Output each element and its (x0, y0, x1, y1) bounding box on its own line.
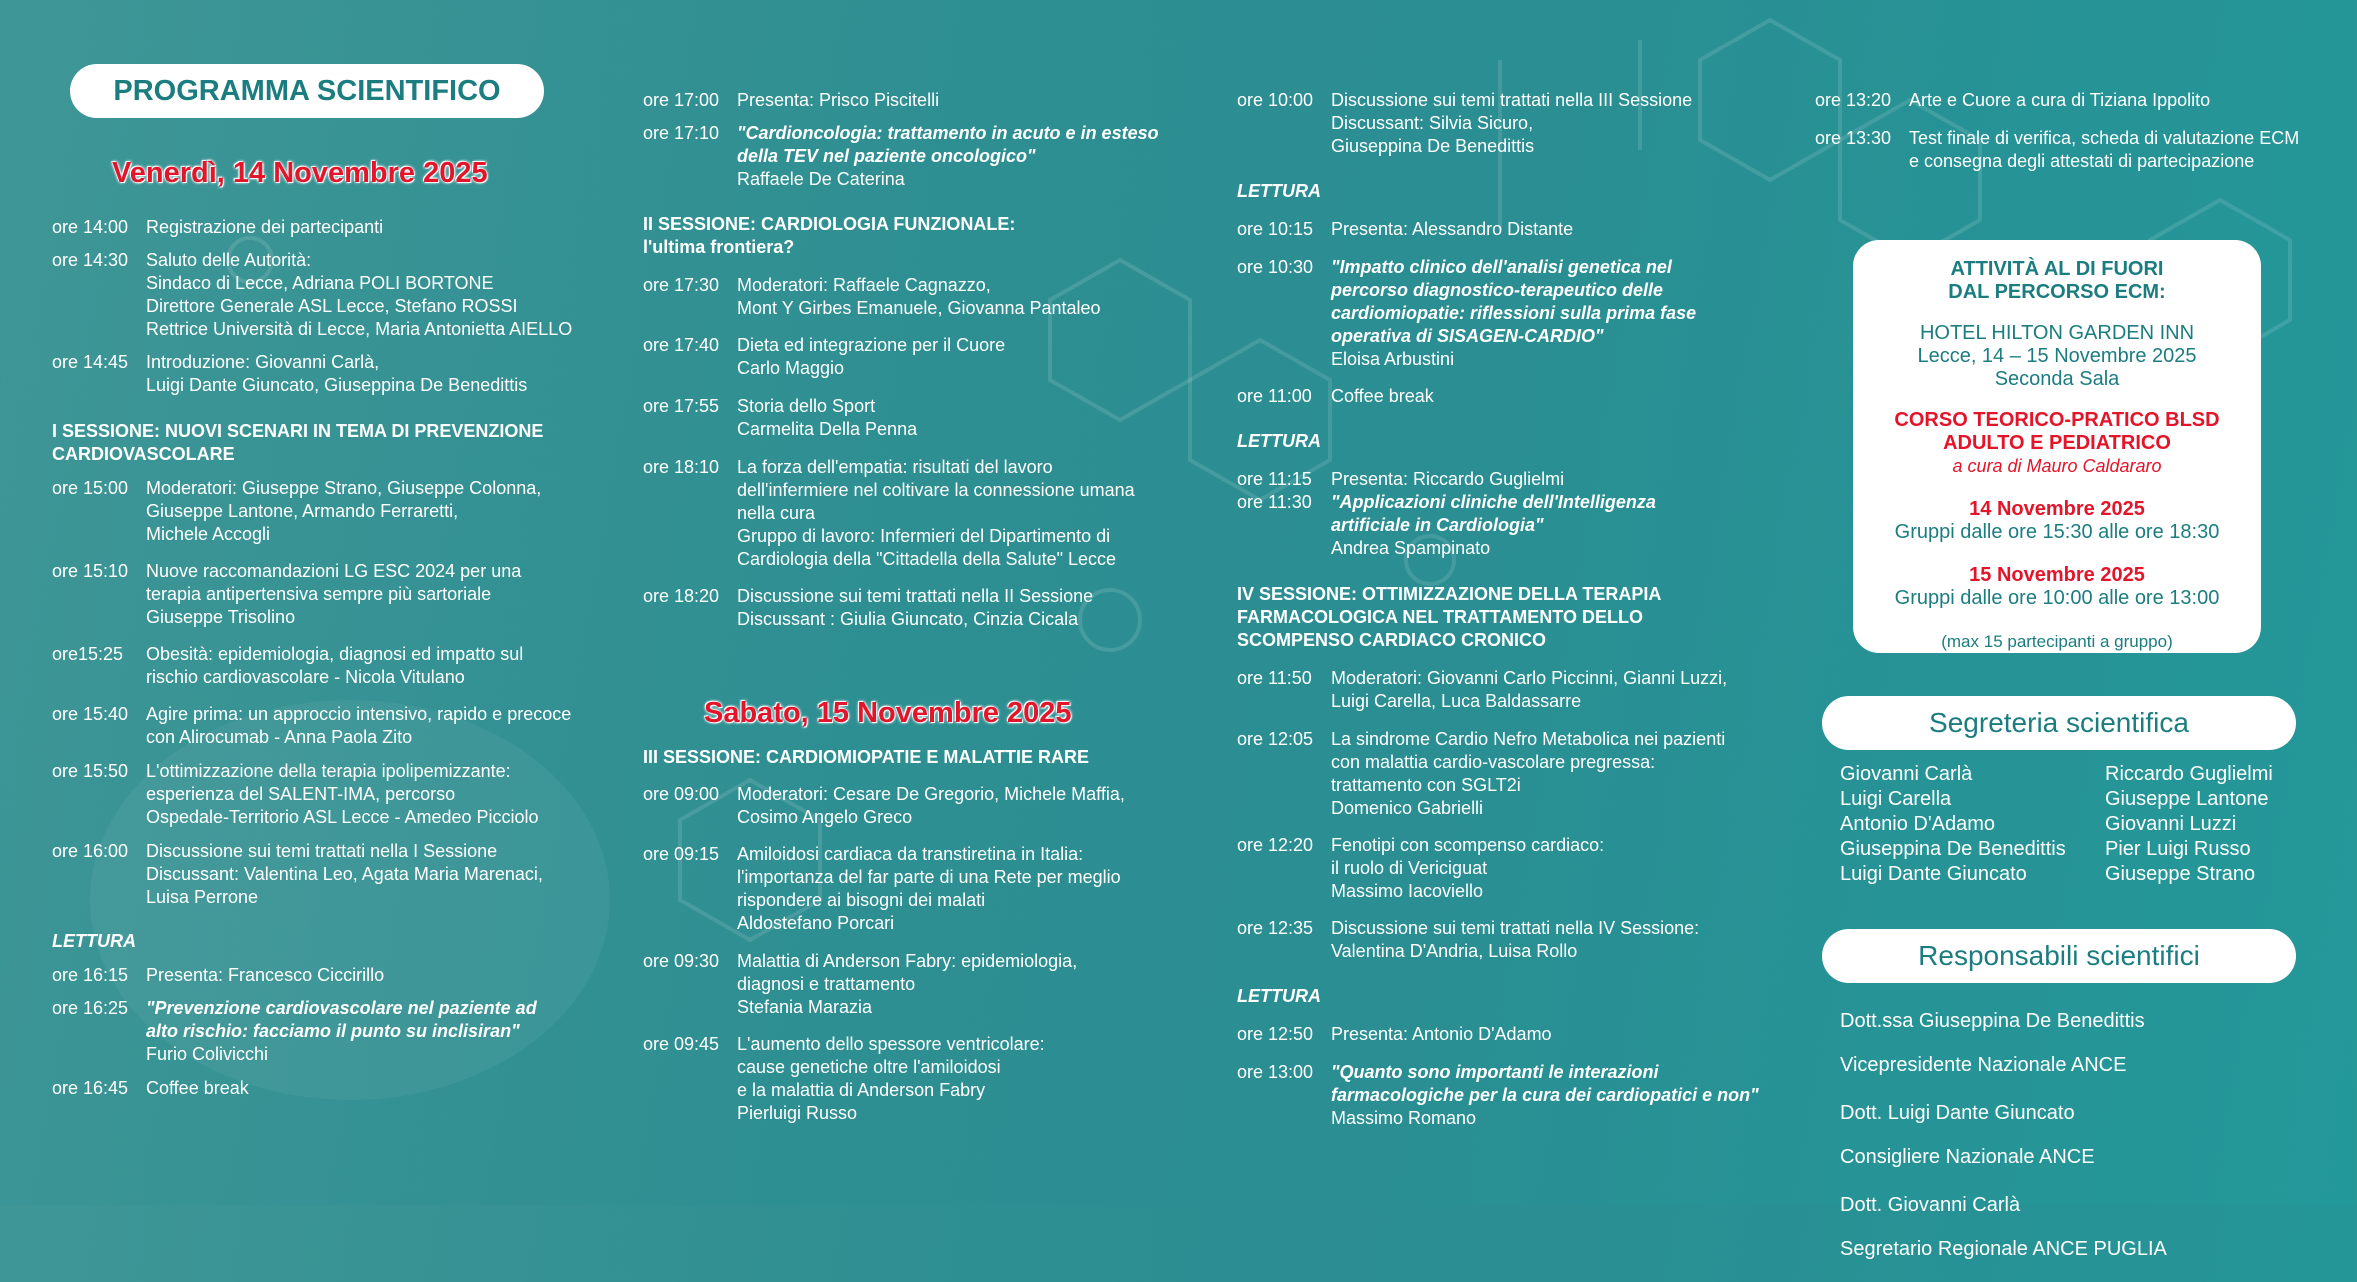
box-course-1: CORSO TEORICO-PRATICO BLSD (1894, 409, 2220, 431)
agenda-time: ore 11:50 (1237, 668, 1312, 688)
agenda-item (643, 843, 1203, 935)
agenda-item (52, 760, 592, 829)
agenda-text: Presenta: Prisco Piscitelli (737, 90, 940, 110)
agenda-time: ore 10:15 (1237, 219, 1314, 239)
day2-heading: Sabato, 15 Novembre 2025 (704, 697, 1072, 729)
agenda-text: L'aumento dello spessore ventricolare: cause genetiche oltre l'amiloidosi e la malattia di Anderson Fabry Pierluigi Russo (737, 1034, 1045, 1123)
agenda-time: ore 17:10 (643, 123, 720, 143)
responsabile-role: Vicepresidente Nazionale ANCE (1840, 1054, 2127, 1076)
box-course-2: ADULTO E PEDIATRICO (1943, 432, 2171, 454)
box-room: Seconda Sala (1994, 368, 2120, 390)
agenda-item (52, 477, 592, 546)
agenda-text: Amiloidosi cardiaca da transtiretina in Italia: l'importanza del far parte di una Rete per meglio rispondere ai bisogni dei malati Aldostefano Porcari (737, 844, 1121, 933)
box-date-2: 15 Novembre 2025 (1969, 564, 2145, 586)
agenda-time: ore 14:30 (52, 250, 129, 270)
agenda-item (52, 840, 592, 909)
lecture-speaker: Furio Colivicchi (146, 1044, 269, 1064)
agenda-item (643, 89, 1203, 112)
segreteria-title-pill (1822, 696, 2296, 750)
session-heading: II SESSIONE: CARDIOLOGIA FUNZIONALE: l'ultima frontiera? (643, 214, 1016, 257)
agenda-time: ore 16:45 (52, 1078, 129, 1098)
agenda-text: Registrazione dei partecipanti (146, 217, 384, 237)
agenda-time: ore 13:20 (1815, 90, 1892, 110)
box-hotel: HOTEL HILTON GARDEN INN (1919, 322, 2195, 344)
agenda-time: ore 12:50 (1237, 1024, 1314, 1044)
agenda-item (643, 395, 1203, 441)
lettura-label: LETTURA (1237, 431, 1321, 451)
agenda-item (52, 216, 592, 239)
session-heading: I SESSIONE: NUOVI SCENARI IN TEMA DI PREVENZIONE CARDIOVASCOLARE (52, 421, 544, 464)
agenda-time: ore 11:15 (1237, 469, 1312, 489)
agenda-text: Discussione sui temi trattati nella II Sessione Discussant : Giulia Giuncato, Cinzia Cicala (737, 586, 1094, 629)
agenda-text: Presenta: Antonio D'Adamo (1331, 1024, 1552, 1044)
agenda-item (52, 1077, 592, 1100)
box-groups-2: Gruppi dalle ore 10:00 alle ore 13:00 (1894, 587, 2220, 609)
agenda-item (1237, 468, 1797, 491)
responsabile-role: Segretario Regionale ANCE PUGLIA (1840, 1238, 2167, 1260)
segreteria-names-right: Riccardo Guglielmi Giuseppe Lantone Giovanni Luzzi Pier Luigi Russo Giuseppe Strano (2105, 763, 2273, 885)
agenda-item (1237, 491, 1797, 560)
ecm-activity-box (1853, 240, 2261, 653)
agenda-time: ore 16:15 (52, 965, 129, 985)
agenda-item (52, 560, 592, 629)
agenda-item (1237, 218, 1797, 241)
agenda-time: ore 12:20 (1237, 835, 1314, 855)
agenda-text: Moderatori: Cesare De Gregorio, Michele Maffia, Cosimo Angelo Greco (737, 784, 1125, 827)
agenda-text: Discussione sui temi trattati nella IV Sessione: Valentina D'Andria, Luisa Rollo (1331, 918, 1700, 961)
agenda-item (1237, 728, 1797, 820)
agenda-time: ore 15:50 (52, 761, 129, 781)
agenda-text: Coffee break (1331, 386, 1434, 406)
agenda-text: Moderatori: Giuseppe Strano, Giuseppe Colonna, Giuseppe Lantone, Armando Ferraretti, Michele Accogli (146, 478, 542, 544)
agenda-text: Presenta: Alessandro Distante (1331, 219, 1574, 239)
agenda-time: ore 12:05 (1237, 729, 1314, 749)
agenda-text: Test finale di verifica, scheda di valutazione ECM e consegna degli attestati di partecipazione (1909, 128, 2300, 171)
lecture-speaker: Massimo Romano (1331, 1108, 1477, 1128)
agenda-time: ore15:25 (52, 644, 124, 664)
agenda-item (52, 249, 592, 341)
box-max: (max 15 partecipanti a gruppo) (1941, 632, 2173, 651)
responsabile-name: Dott. Giovanni Carlà (1840, 1194, 2021, 1216)
box-heading-2: DAL PERCORSO ECM: (1948, 281, 2166, 303)
box-heading-1: ATTIVITÀ AL DI FUORI (1950, 258, 2164, 280)
agenda-text: Nuove raccomandazioni LG ESC 2024 per una terapia antipertensiva sempre più sartoriale Giuseppe Trisolino (146, 561, 522, 627)
agenda-time: ore 09:00 (643, 784, 720, 804)
agenda-time: ore 10:00 (1237, 90, 1314, 110)
agenda-item (52, 997, 592, 1066)
responsabile-name: Dott.ssa Giuseppina De Benedittis (1840, 1010, 2145, 1032)
agenda-time: ore 13:00 (1237, 1062, 1314, 1082)
agenda-text: Presenta: Riccardo Guglielmi (1331, 469, 1565, 489)
agenda-time: ore 17:40 (643, 335, 720, 355)
agenda-text: Discussione sui temi trattati nella I Sessione Discussant: Valentina Leo, Agata Maria Marenaci, Luisa Perrone (146, 841, 543, 907)
box-dates: Lecce, 14 – 15 Novembre 2025 (1917, 345, 2197, 367)
agenda-item (643, 456, 1203, 571)
agenda-item (1237, 834, 1797, 903)
agenda-time: ore 15:40 (52, 704, 129, 724)
agenda-time: ore 09:45 (643, 1034, 720, 1054)
agenda-time: ore 16:25 (52, 998, 129, 1018)
agenda-time: ore 17:55 (643, 396, 720, 416)
responsabili-title-pill (1822, 929, 2296, 983)
agenda-item (1237, 385, 1797, 408)
programma-title: PROGRAMMA SCIENTIFICO (113, 75, 501, 107)
agenda-time: ore 18:20 (643, 586, 720, 606)
agenda-time: ore 15:10 (52, 561, 129, 581)
agenda-time: ore 12:35 (1237, 918, 1314, 938)
agenda-time: ore 09:15 (643, 844, 720, 864)
agenda-time: ore 17:00 (643, 90, 720, 110)
agenda-text: Arte e Cuore a cura di Tiziana Ippolito (1909, 90, 2211, 110)
agenda-item (1237, 1023, 1797, 1046)
box-date-1: 14 Novembre 2025 (1969, 498, 2145, 520)
agenda-text: Storia dello Sport Carmelita Della Penna (737, 396, 918, 439)
agenda-time: ore 11:00 (1237, 386, 1312, 406)
lecture-speaker: Eloisa Arbustini (1331, 349, 1455, 369)
agenda-item (1237, 89, 1797, 158)
agenda-item (52, 964, 592, 987)
responsabile-name: Dott. Luigi Dante Giuncato (1840, 1102, 2075, 1124)
lecture-title: "Prevenzione cardiovascolare nel paziente ad alto rischio: facciamo il punto su inclisiran" (146, 998, 537, 1041)
programma-title-pill (70, 64, 544, 118)
agenda-item (52, 703, 592, 749)
session-heading: IV SESSIONE: OTTIMIZZAZIONE DELLA TERAPIA FARMACOLOGICA NEL TRATTAMENTO DELLO SCOMPENSO CARDIACO CRONICO (1237, 584, 1662, 650)
agenda-item (52, 351, 592, 397)
agenda-item (52, 643, 592, 689)
lettura-label: LETTURA (1237, 986, 1321, 1006)
agenda-time: ore 15:00 (52, 478, 129, 498)
agenda-text: La forza dell'empatia: risultati del lavoro dell'infermiere nel coltivare la connessione umana nella cura Gruppo di lavoro: Infermieri del Dipartimento di Cardiologia della "Cittadella della Salute" Lecce (737, 457, 1135, 569)
lecture-speaker: Raffaele De Caterina (737, 169, 905, 189)
agenda-text: Saluto delle Autorità: Sindaco di Lecce, Adriana POLI BORTONE Direttore Generale ASL Lecce, Stefano ROSSI Rettrice Università di Lecce, Maria Antonietta AIELLO (146, 250, 573, 339)
lecture-title: "Quanto sono importanti le interazioni farmacologiche per la cura dei cardiopatici e non" (1331, 1062, 1759, 1105)
agenda-time: ore 09:30 (643, 951, 720, 971)
agenda-time: ore 13:30 (1815, 128, 1892, 148)
session-heading: III SESSIONE: CARDIOMIOPATIE E MALATTIE RARE (643, 747, 1090, 767)
agenda-time: ore 14:00 (52, 217, 129, 237)
agenda-item (643, 274, 1203, 320)
lecture-title: "Cardioncologia: trattamento in acuto e in esteso della TEV nel paziente oncologico" (737, 123, 1159, 166)
responsabili-list (1840, 988, 2167, 1282)
lettura-label: LETTURA (52, 931, 136, 951)
agenda-time: ore 16:00 (52, 841, 129, 861)
responsabili-title: Responsabili scientifici (1918, 940, 2200, 971)
agenda-time: ore 18:10 (643, 457, 720, 477)
box-groups-1: Gruppi dalle ore 15:30 alle ore 18:30 (1894, 521, 2220, 543)
agenda-time: ore 14:45 (52, 352, 129, 372)
agenda-text: Obesità: epidemiologia, diagnosi ed impatto sul rischio cardiovascolare - Nicola Vitulano (146, 644, 524, 687)
agenda-text: Coffee break (146, 1078, 249, 1098)
agenda-item (643, 122, 1203, 191)
segreteria-names-left: Giovanni Carlà Luigi Carella Antonio D'Adamo Giuseppina De Benedittis Luigi Dante Giuncato (1840, 763, 2066, 885)
agenda-text: La sindrome Cardio Nefro Metabolica nei pazienti con malattia cardio-vascolare pregressa: trattamento con SGLT2i Domenico Gabrielli (1331, 729, 1726, 818)
agenda-item (1815, 127, 2345, 173)
agenda-text: Fenotipi con scompenso cardiaco: il ruolo di Vericiguat Massimo Iacoviello (1331, 835, 1605, 901)
segreteria-title: Segreteria scientifica (1929, 707, 2189, 738)
agenda-item (1237, 667, 1797, 713)
agenda-text: Moderatori: Raffaele Cagnazzo, Mont Y Girbes Emanuele, Giovanna Pantaleo (737, 275, 1101, 318)
agenda-item (1237, 917, 1797, 963)
agenda-item (643, 334, 1203, 380)
agenda-item (643, 783, 1203, 829)
agenda-item (643, 950, 1203, 1019)
agenda-text: Agire prima: un approccio intensivo, rapido e precoce con Alirocumab - Anna Paola Zito (146, 704, 572, 747)
agenda-item (643, 585, 1203, 631)
box-curator: a cura di Mauro Caldararo (1952, 456, 2162, 476)
lecture-title: "Applicazioni cliniche dell'Intelligenza artificiale in Cardiologia" (1331, 492, 1656, 535)
lecture-speaker: Andrea Spampinato (1331, 538, 1491, 558)
agenda-text: Presenta: Francesco Ciccirillo (146, 965, 385, 985)
day1-heading: Venerdì, 14 Novembre 2025 (112, 157, 488, 189)
agenda-text: Moderatori: Giovanni Carlo Piccinni, Gianni Luzzi, Luigi Carella, Luca Baldassarre (1331, 668, 1728, 711)
agenda-text: Discussione sui temi trattati nella III Sessione Discussant: Silvia Sicuro, Giuseppina De Benedittis (1331, 90, 1693, 156)
lecture-title: "Impatto clinico dell'analisi genetica nel percorso diagnostico-terapeutico delle cardiomiopatie: riflessioni sulla prima fase operativa di SISAGEN-CARDIO" (1331, 257, 1697, 346)
agenda-text: Dieta ed integrazione per il Cuore Carlo Maggio (737, 335, 1006, 378)
agenda-item (1237, 256, 1797, 371)
agenda-text: Introduzione: Giovanni Carlà, Luigi Dante Giuncato, Giuseppina De Benedittis (146, 352, 528, 395)
responsabile-role: Consigliere Nazionale ANCE (1840, 1146, 2095, 1168)
agenda-time: ore 17:30 (643, 275, 720, 295)
agenda-text: Malattia di Anderson Fabry: epidemiologia, diagnosi e trattamento Stefania Marazia (737, 951, 1078, 1017)
agenda-time: ore 11:30 (1237, 492, 1312, 512)
agenda-item (1237, 1061, 1797, 1130)
agenda-text: L'ottimizzazione della terapia ipolipemizzante: esperienza del SALENT-IMA, percorso Ospedale-Territorio ASL Lecce - Amedeo Picciolo (146, 761, 539, 827)
agenda-time: ore 10:30 (1237, 257, 1314, 277)
agenda-item (1815, 89, 2345, 112)
lettura-label: LETTURA (1237, 181, 1321, 201)
agenda-item (643, 1033, 1203, 1125)
